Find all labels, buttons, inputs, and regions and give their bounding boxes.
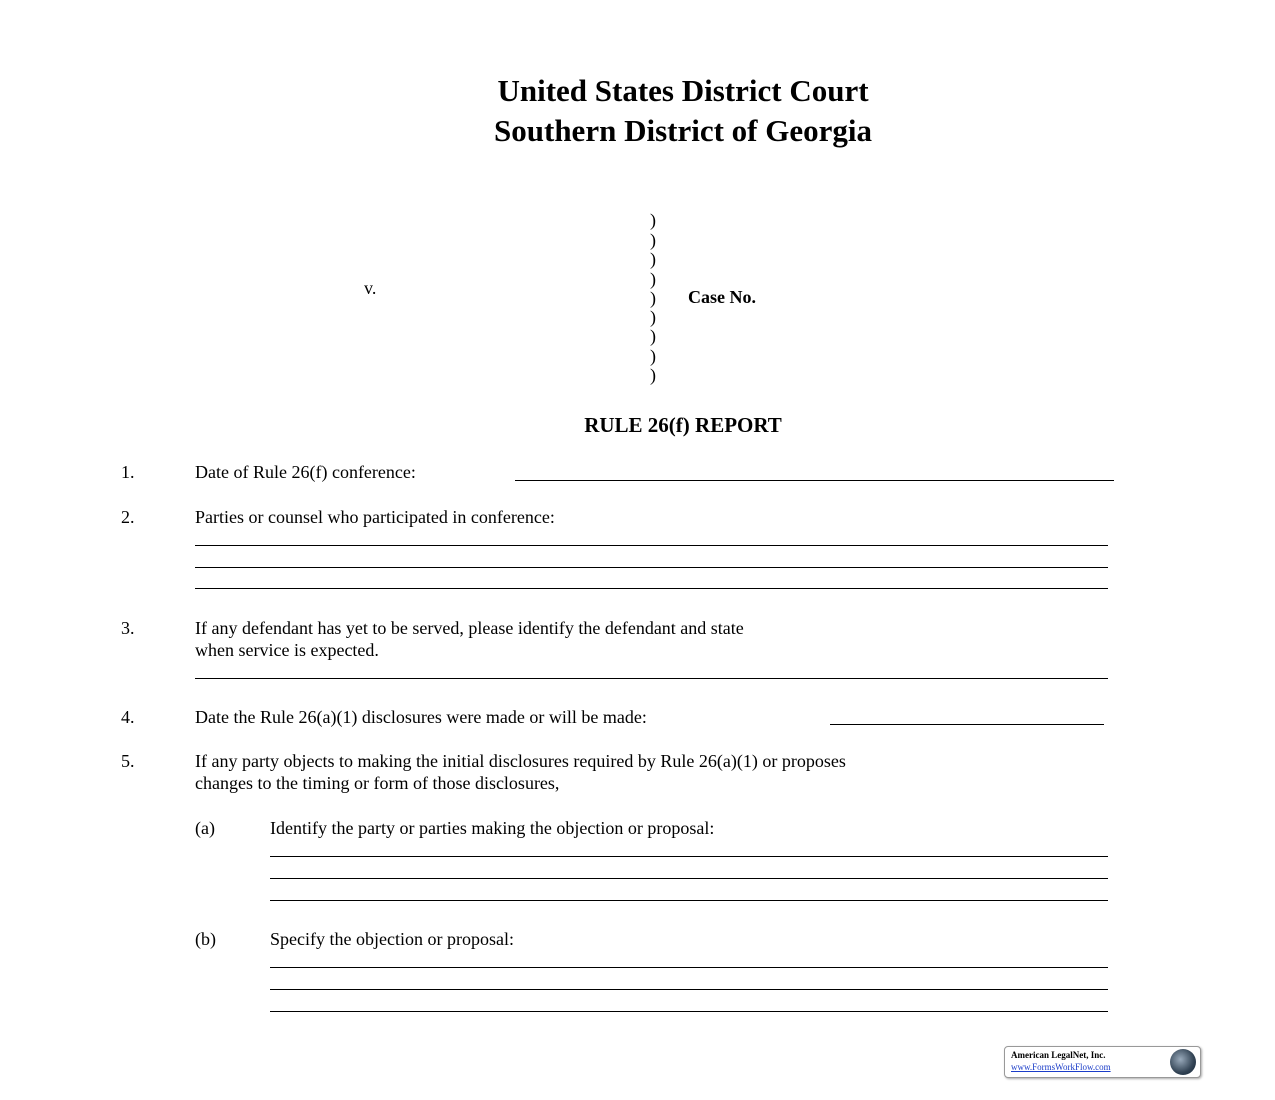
- district-name: Southern District of Georgia: [494, 113, 872, 148]
- subitem-text: Specify the objection or proposal:: [270, 929, 514, 949]
- item-number: 3.: [121, 618, 135, 638]
- objecting-party-field-line[interactable]: [270, 900, 1108, 901]
- logo-url-link[interactable]: www.FormsWorkFlow.com: [1011, 1062, 1111, 1072]
- objection-field-line[interactable]: [270, 967, 1108, 968]
- caption-paren: ): [650, 249, 656, 269]
- caption-paren: ): [650, 346, 656, 366]
- court-name: United States District Court: [497, 73, 869, 108]
- caption-paren: ): [650, 365, 656, 385]
- item-text: when service is expected.: [195, 640, 379, 660]
- caption-paren: ): [650, 288, 656, 308]
- objecting-party-field-line[interactable]: [270, 856, 1108, 857]
- caption-paren: ): [650, 307, 656, 327]
- subitem-text: Identify the party or parties making the objection or proposal:: [270, 818, 715, 838]
- conference-date-field[interactable]: [515, 480, 1114, 481]
- item-number: 5.: [121, 751, 135, 771]
- caption-paren: ): [650, 326, 656, 346]
- item-text: If any defendant has yet to be served, please identify the defendant and state: [195, 618, 744, 638]
- item-number: 1.: [121, 462, 135, 482]
- objection-field-line[interactable]: [270, 989, 1108, 990]
- report-title: RULE 26(f) REPORT: [584, 413, 782, 437]
- logo-company-name: American LegalNet, Inc.: [1011, 1050, 1106, 1060]
- participants-field-line[interactable]: [195, 545, 1108, 546]
- objection-field-line[interactable]: [270, 1011, 1108, 1012]
- caption-paren: ): [650, 230, 656, 250]
- case-no-label: Case No.: [688, 287, 756, 307]
- caption-paren: ): [650, 210, 656, 230]
- unserved-defendant-field[interactable]: [195, 678, 1108, 679]
- caption-paren: ): [650, 269, 656, 289]
- globe-icon: [1170, 1049, 1196, 1075]
- item-number: 2.: [121, 507, 135, 527]
- american-legalnet-logo[interactable]: [1004, 1046, 1201, 1078]
- item-text: Parties or counsel who participated in conference:: [195, 507, 555, 527]
- item-number: 4.: [121, 707, 135, 727]
- item-text: changes to the timing or form of those disclosures,: [195, 773, 560, 793]
- participants-field-line[interactable]: [195, 567, 1108, 568]
- objecting-party-field-line[interactable]: [270, 878, 1108, 879]
- subitem-label: (a): [195, 818, 215, 838]
- disclosure-date-field[interactable]: [830, 724, 1104, 725]
- item-text: Date of Rule 26(f) conference:: [195, 462, 416, 482]
- subitem-label: (b): [195, 929, 216, 949]
- item-text: If any party objects to making the initial disclosures required by Rule 26(a)(1) or proposes: [195, 751, 846, 771]
- item-text: Date the Rule 26(a)(1) disclosures were made or will be made:: [195, 707, 647, 727]
- participants-field-line[interactable]: [195, 588, 1108, 589]
- versus-text: v.: [364, 278, 377, 298]
